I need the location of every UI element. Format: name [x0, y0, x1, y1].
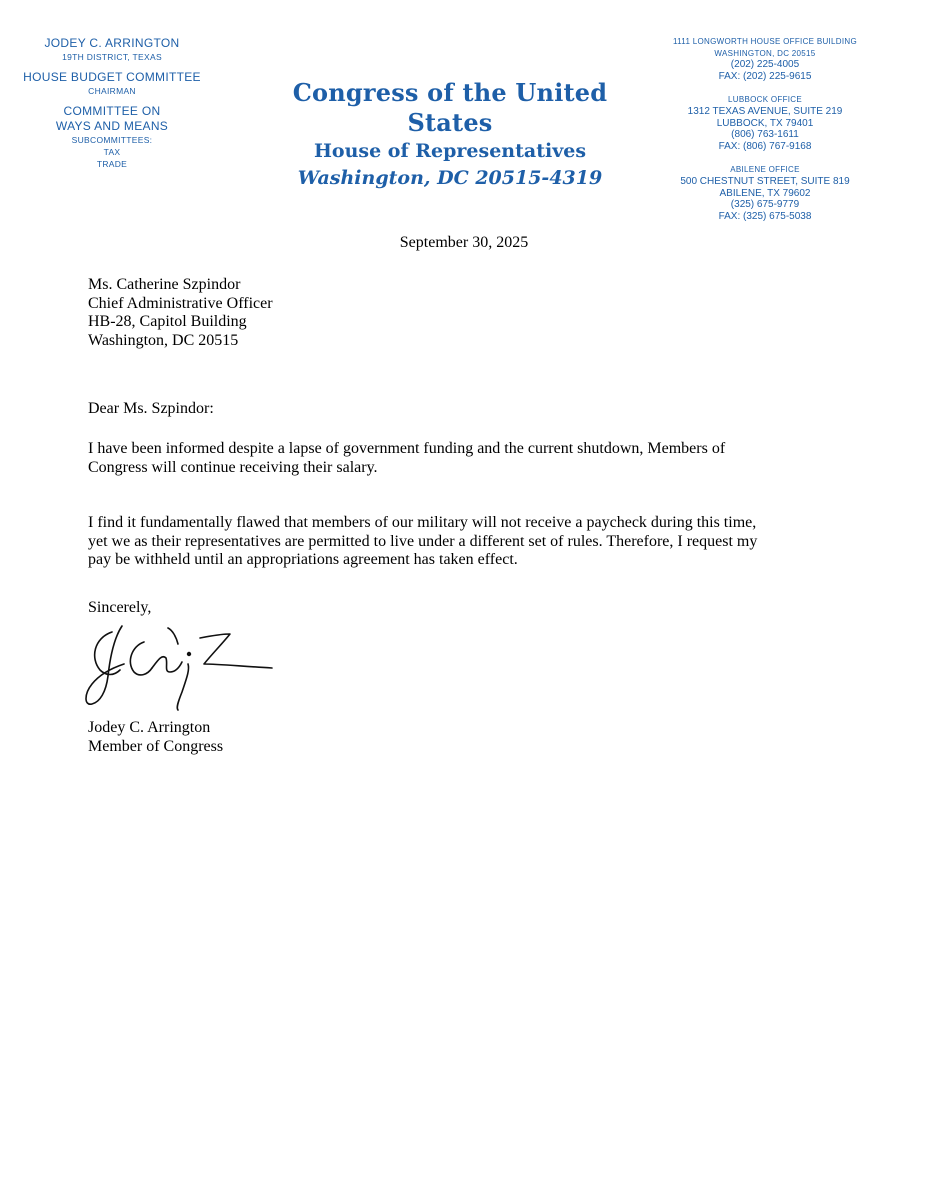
signer-block	[88, 718, 223, 756]
recipient-address-line1: HB-28, Capitol Building	[88, 313, 247, 330]
dc-office-block	[660, 36, 870, 82]
subcommittees-label: SUBCOMMITTEES:	[71, 135, 153, 145]
member-district: 19TH DISTRICT, TEXAS	[62, 52, 162, 62]
closing: Sincerely,	[88, 599, 152, 616]
recipient-title: Chief Administrative Officer	[88, 294, 273, 312]
abilene-office-label: ABILENE OFFICE	[730, 165, 800, 175]
salutation: Dear Ms. Szpindor:	[88, 400, 214, 417]
abilene-office-block	[660, 164, 870, 222]
letterhead-right	[660, 36, 870, 222]
letterhead-center	[260, 78, 640, 192]
signature-image	[82, 618, 282, 718]
lubbock-office-block	[660, 94, 870, 152]
paragraph-2-line-3: pay be withheld until an appropriations agreement has taken effect.	[88, 551, 518, 568]
committee-budget: HOUSE BUDGET COMMITTEE	[23, 70, 201, 84]
paragraph-1-line-1: I have been informed despite a lapse of government funding and the current shutdown, Members of	[88, 440, 726, 457]
committee-budget-role: CHAIRMAN	[88, 86, 136, 96]
lubbock-office-address2: LUBBOCK, TX 79401	[716, 117, 814, 129]
recipient-address-line2: Washington, DC 20515	[88, 331, 239, 349]
signer-name: Jodey C. Arrington	[88, 719, 211, 736]
lubbock-office-label: LUBBOCK OFFICE	[728, 95, 802, 105]
letterhead-title: Congress of the United States	[292, 78, 608, 137]
dc-office-fax: FAX: (202) 225-9615	[718, 70, 812, 82]
abilene-office-fax: FAX: (325) 675-5038	[718, 210, 812, 222]
committee-ways-means-line2: WAYS AND MEANS	[55, 119, 169, 133]
dc-office-address1: 1111 LONGWORTH HOUSE OFFICE BUILDING	[672, 37, 857, 46]
abilene-office-address2: ABILENE, TX 79602	[719, 187, 811, 199]
dc-office-phone: (202) 225-4005	[730, 59, 800, 71]
recipient-address	[88, 276, 273, 350]
letterhead-left	[22, 36, 202, 170]
abilene-office-phone: (325) 675-9779	[730, 199, 800, 211]
recipient-name: Ms. Catherine Szpindor	[88, 276, 241, 293]
letter-date: September 30, 2025	[399, 234, 529, 251]
dc-office-address2: WASHINGTON, DC 20515	[714, 48, 816, 58]
subcommittee-tax: TAX	[103, 147, 121, 157]
lubbock-office-address1: 1312 TEXAS AVENUE, SUITE 219	[687, 105, 843, 117]
paragraph-2-line-2: yet we as their representatives are permitted to live under a different set of rules. Therefore, I request my	[88, 532, 758, 550]
paragraph-1-line-2: Congress will continue receiving their salary.	[88, 458, 378, 476]
paragraph-1	[88, 440, 858, 477]
lubbock-office-phone: (806) 763-1611	[731, 129, 799, 141]
paragraph-2	[88, 514, 858, 570]
abilene-office-address1: 500 CHESTNUT STREET, SUITE 819	[680, 175, 850, 187]
letterhead-city: Washington, DC 20515-4319	[297, 167, 603, 189]
lubbock-office-fax: FAX: (806) 767-9168	[718, 140, 812, 152]
subcommittee-trade: TRADE	[96, 159, 128, 169]
committee-ways-means-line1: COMMITTEE ON	[63, 104, 161, 118]
paragraph-2-line-1: I find it fundamentally flawed that members of our military will not receive a paycheck during this time,	[88, 514, 757, 531]
member-name: JODEY C. ARRINGTON	[44, 36, 180, 50]
signer-title: Member of Congress	[88, 738, 224, 755]
letterhead-subtitle: House of Representatives	[313, 140, 587, 162]
